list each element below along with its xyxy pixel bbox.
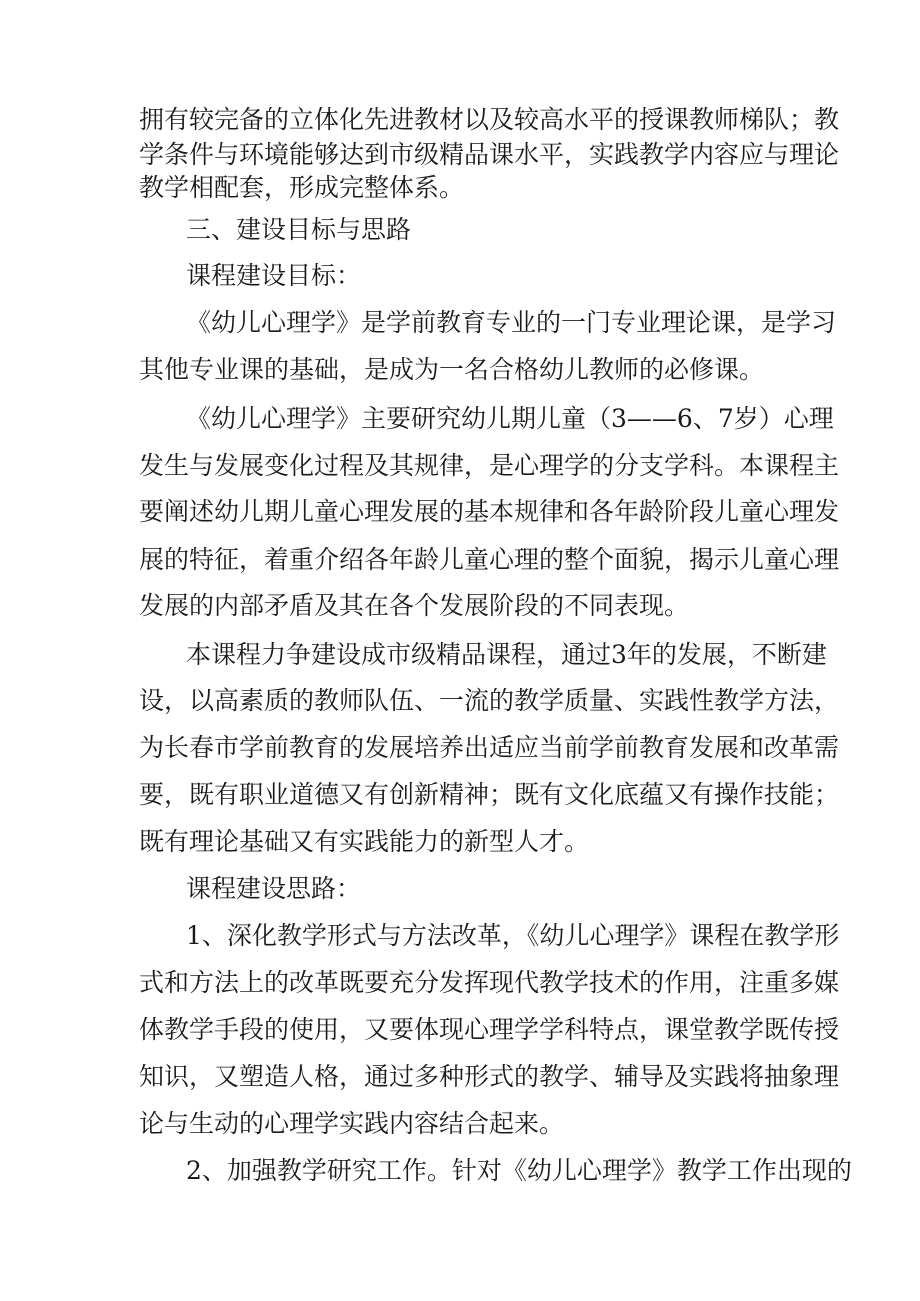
paragraph-line: 发展的内部矛盾及其在各个发展阶段的不同表现。 — [139, 591, 690, 620]
paragraph-line: 《幼儿心理学》主要研究幼儿期儿童（3——6、7岁）心理 — [186, 404, 834, 433]
paragraph-line: 《幼儿心理学》是学前教育专业的一门专业理论课，是学习 — [186, 308, 837, 337]
paragraph-line: 要阐述幼儿期儿童心理发展的基本规律和各年龄阶段儿童心理发 — [139, 497, 840, 526]
paragraph-line: 教学相配套，形成完整体系。 — [139, 173, 465, 202]
subsection-heading: 课程建设思路： — [186, 874, 362, 903]
paragraph-line: 要，既有职业道德又有创新精神；既有文化底蕴又有操作技能； — [139, 780, 840, 809]
subsection-heading: 课程建设目标： — [186, 261, 362, 290]
paragraph-line: 展的特征，着重介绍各年龄儿童心理的整个面貌，揭示儿童心理 — [139, 545, 840, 574]
paragraph-line: 既有理论基础又有实践能力的新型人才。 — [139, 827, 590, 856]
paragraph-line: 本课程力争建设成市级精品课程，通过3年的发展，不断建 — [186, 640, 827, 669]
paragraph-line: 拥有较完备的立体化先进教材以及较高水平的授课教师梯队；教 — [139, 105, 840, 134]
paragraph-line: 式和方法上的改革既要充分发挥现代教学技术的作用，注重多媒 — [139, 968, 840, 997]
paragraph-line: 2、加强教学研究工作。针对《幼儿心理学》教学工作出现的 — [186, 1156, 852, 1185]
paragraph-line: 设，以高素质的教师队伍、一流的教学质量、实践性教学方法， — [139, 686, 840, 715]
paragraph-line: 发生与发展变化过程及其规律，是心理学的分支学科。本课程主 — [139, 451, 840, 480]
paragraph-line: 1、深化教学形式与方法改革，《幼儿心理学》课程在教学形 — [186, 921, 840, 950]
paragraph-line: 体教学手段的使用，又要体现心理学学科特点，课堂教学既传授 — [139, 1015, 840, 1044]
paragraph-line: 为长春市学前教育的发展培养出适应当前学前教育发展和改革需 — [139, 733, 840, 762]
paragraph-line: 学条件与环境能够达到市级精品课水平，实践教学内容应与理论 — [139, 140, 840, 169]
paragraph-line: 论与生动的心理学实践内容结合起来。 — [139, 1109, 565, 1138]
paragraph-line: 其他专业课的基础，是成为一名合格幼儿教师的必修课。 — [139, 355, 765, 384]
section-heading: 三、建设目标与思路 — [186, 215, 412, 244]
paragraph-line: 知识，又塑造人格，通过多种形式的教学、辅导及实践将抽象理 — [139, 1062, 840, 1091]
